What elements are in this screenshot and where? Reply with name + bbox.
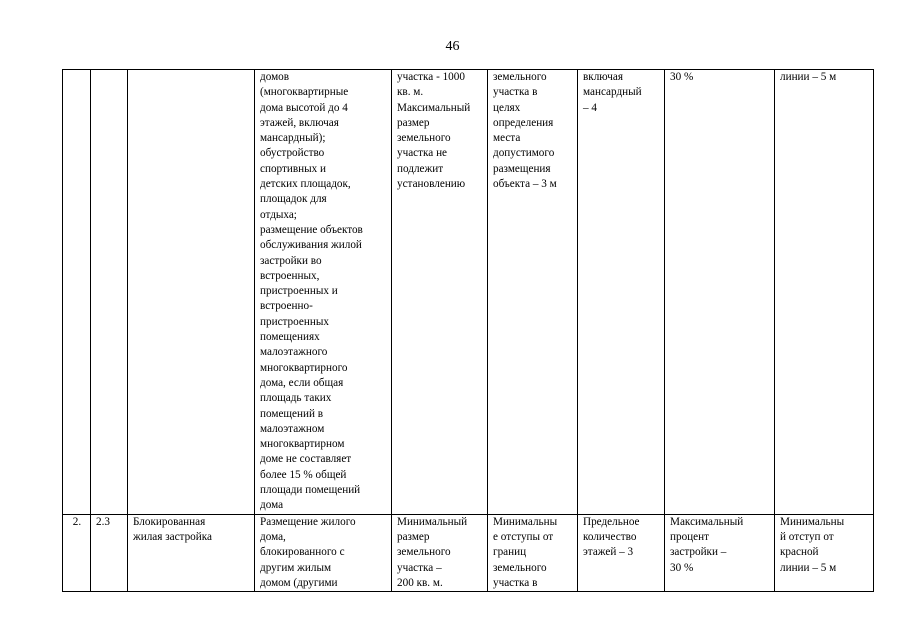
red-line-setback-cell: линии – 5 м <box>775 70 874 515</box>
setback-cell: земельного участка в целях определения места допустимого размещения объекта – 3 м <box>488 70 578 515</box>
row-number-cell: 2. <box>63 514 91 591</box>
use-code-cell: 2.3 <box>91 514 128 591</box>
use-description-cell: Размещение жилого дома, блокированного с другим жилым домом (другими <box>255 514 392 591</box>
table-row <box>63 514 874 591</box>
plot-size-cell: Минимальный размер земельного участка – 200 кв. м. <box>392 514 488 591</box>
use-code-cell <box>91 70 128 515</box>
setback-cell: Минимальны е отступы от границ земельного участка в <box>488 514 578 591</box>
plot-size-cell: участка - 1000 кв. м. Максимальный размер земельного участка не подлежит установлению <box>392 70 488 515</box>
floors-cell: включая мансардный – 4 <box>578 70 665 515</box>
red-line-setback-cell: Минимальны й отступ от красной линии – 5 м <box>775 514 874 591</box>
page-number: 46 <box>445 39 460 54</box>
use-name-cell <box>128 70 255 515</box>
use-name-cell: Блокированная жилая застройка <box>128 514 255 591</box>
coverage-cell: Максимальный процент застройки – 30 % <box>665 514 775 591</box>
row-number-cell <box>63 70 91 515</box>
use-description-cell: домов (многоквартирные дома высотой до 4 этажей, включая мансардный); обустройство спортивных и детских площадок, площадок для отдыха; размещение объектов обслуживания жилой застройки во встроенных, пристроенных и встроенно- пристроенных помещениях малоэтажного многоквартирного дома, если общая площадь таких помещений в малоэтажном многоквартирном доме не составляет более 15 % общей площади помещений дома <box>255 70 392 515</box>
coverage-cell: 30 % <box>665 70 775 515</box>
floors-cell: Предельное количество этажей – 3 <box>578 514 665 591</box>
zoning-regulations-table <box>62 69 874 592</box>
table-row <box>63 70 874 515</box>
